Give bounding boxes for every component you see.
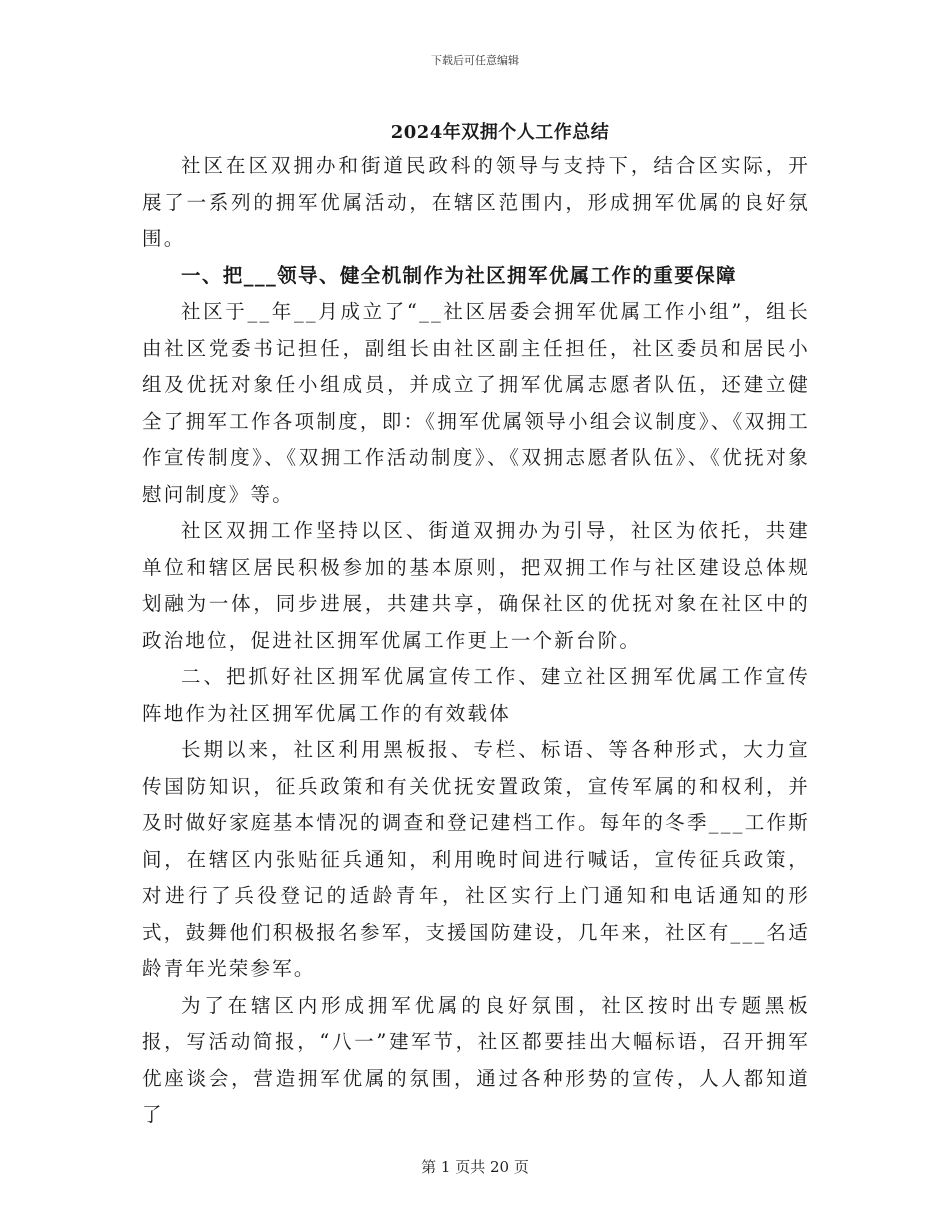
paragraph-intro: 社区在区双拥办和街道民政科的领导与支持下，结合区实际，开展了一系列的拥军优属活动，在辖区范围内，形成拥军优属的良好氛围。 (142, 154, 810, 250)
page-header-note: 下载后可任意编辑 (431, 54, 519, 67)
page-number-footer: 第 1 页共 20 页 (421, 1158, 529, 1176)
document-title: 2024年双拥个人工作总结 (390, 122, 610, 143)
paragraph-section1-b: 社区双拥工作坚持以区、街道双拥办为引导，社区为依托，共建单位和辖区居民积极参加的基本原则，把双拥工作与社区建设总体规划融为一体，同步进展，共建共享，确保社区的优抚对象在社区中的政治地位，促进社区拥军优属工作更上一个新台阶。 (142, 519, 810, 652)
document-body (142, 148, 810, 1134)
paragraph-section1-a: 社区于__年__月成立了“__社区居委会拥军优属工作小组”，组长由社区党委书记担任，副组长由社区副主任担任，社区委员和居民小组及优抚对象任小组成员，并成立了拥军优属志愿者队伍，还建立健全了拥军工作各项制度，即：《拥军优属领导小组会议制度》、《双拥工作宣传制度》、《双拥工作活动制度》、《双拥志愿者队伍》、《优抚对象慰问制度》等。 (142, 300, 810, 506)
paragraph-section2-b: 为了在辖区内形成拥军优属的良好氛围，社区按时出专题黑板报，写活动简报，“八一”建军节，社区都要挂出大幅标语，召开拥军优座谈会，营造拥军优属的氛围，通过各种形势的宣传，人人都知道了 (142, 993, 810, 1126)
section-heading-1: 一、把___领导、健全机制作为社区拥军优属工作的重要保障 (181, 263, 737, 287)
paragraph-section2-a: 长期以来，社区利用黑板报、专栏、标语、等各种形式，大力宣传国防知识，征兵政策和有关优抚安置政策，宣传军属的和权利，并及时做好家庭基本情况的调查和登记建档工作。每年的冬季___工作斯间，在辖区内张贴征兵通知，利用晚时间进行喊话，宣传征兵政策，对进行了兵役登记的适龄青年，社区实行上门通知和电话通知的形式，鼓舞他们积极报名参军，支援国防建设，几年来，社区有___名适龄青年光荣参军。 (142, 738, 810, 980)
section-heading-2: 二、把抓好社区拥军优属宣传工作、建立社区拥军优属工作宣传阵地作为社区拥军优属工作的有效载体 (142, 665, 810, 725)
